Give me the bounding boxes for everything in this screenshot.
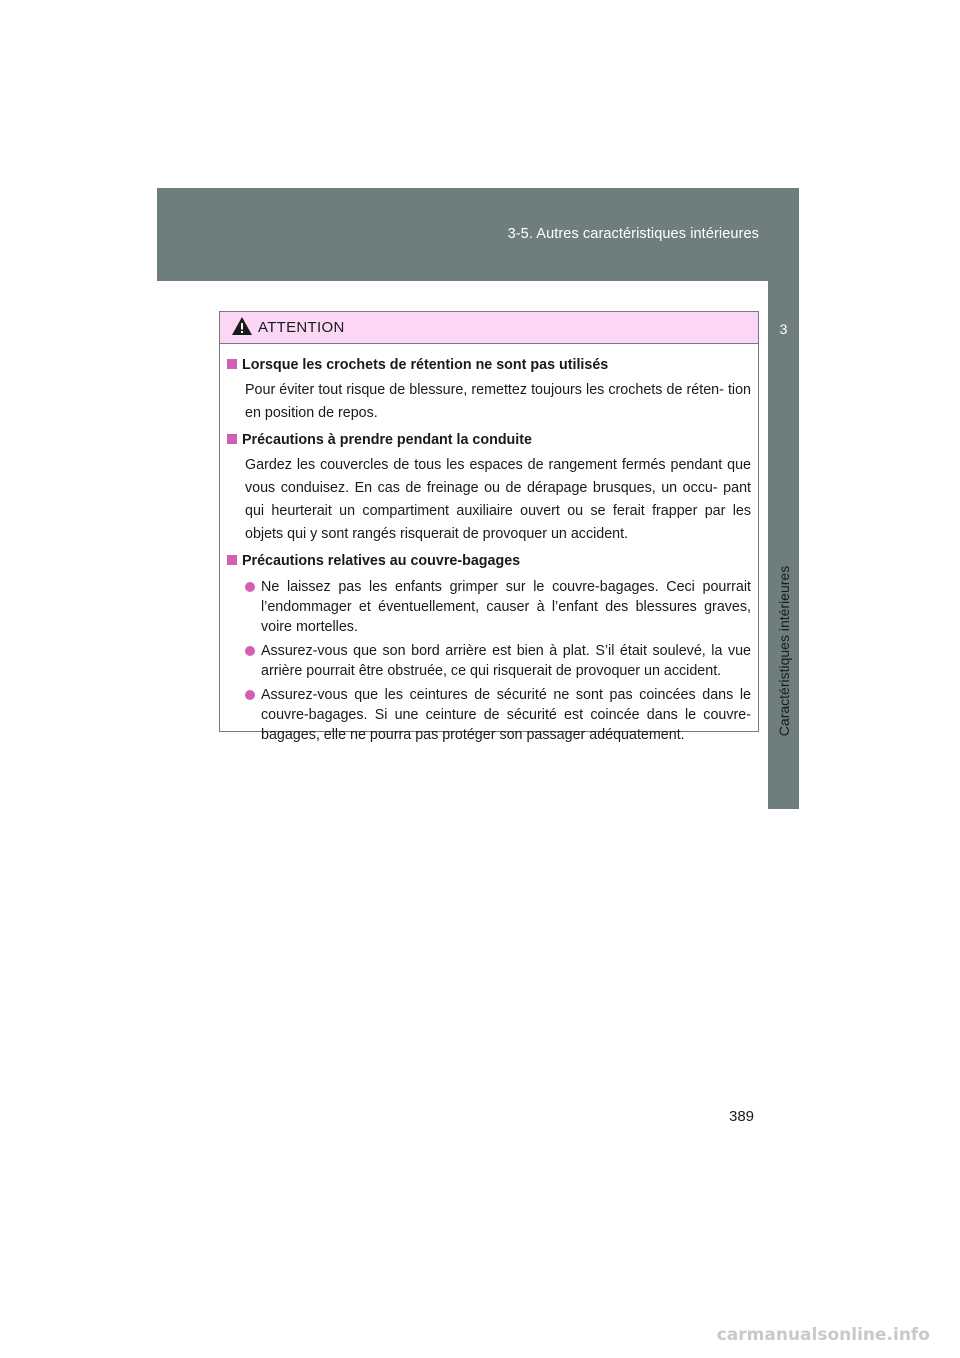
section-heading-text: Lorsque les crochets de rétention ne sont pas utilisés bbox=[242, 357, 609, 373]
chapter-side-tab bbox=[768, 281, 799, 809]
warning-title: ATTENTION bbox=[258, 319, 345, 336]
list-item-text: Assurez-vous que les ceintures de sécurité ne sont pas coincées dans le couvre-bagages. Si une ceinture de sécurité est coincée dans le couvre- bagages, elle ne pourra pas protéger son passager adéquatement. bbox=[261, 687, 751, 743]
list-item bbox=[227, 641, 751, 681]
section-paragraph: Pour éviter tout risque de blessure, remettez toujours les crochets de réten- tion en position de repos. bbox=[245, 382, 751, 421]
list-item-text: Ne laissez pas les enfants grimper sur le couvre-bagages. Ceci pourrait l’endommager et éventuellement, causer à l’enfant des blessures graves, voire mortelles. bbox=[261, 579, 751, 635]
warning-header bbox=[220, 312, 758, 344]
section-heading bbox=[227, 550, 751, 573]
section-paragraph: Gardez les couvercles de tous les espaces de rangement fermés pendant que vous conduisez. En cas de freinage ou de dérapage brusques, un occu- pant qui heurterait un compartiment auxiliaire ouvert ou se ferait frapper par les objets qui y sont rangés risquerait de provoquer un accident. bbox=[245, 457, 751, 542]
section-heading-text: Précautions relatives au couvre-bagages bbox=[242, 553, 521, 569]
page-number: 389 bbox=[729, 1108, 755, 1125]
round-bullet-icon bbox=[245, 582, 255, 592]
header-band bbox=[157, 188, 799, 281]
list-item bbox=[227, 685, 751, 745]
square-bullet-icon bbox=[227, 434, 237, 444]
warning-box bbox=[219, 311, 759, 743]
list-item bbox=[227, 577, 751, 637]
square-bullet-icon bbox=[227, 555, 237, 565]
round-bullet-icon bbox=[245, 646, 255, 656]
section-title: 3-5. Autres caractéristiques intérieures bbox=[507, 226, 759, 242]
round-bullet-icon bbox=[245, 690, 255, 700]
warning-triangle-icon bbox=[231, 316, 253, 336]
watermark: carmanualsonline.info bbox=[716, 1325, 930, 1345]
square-bullet-icon bbox=[227, 359, 237, 369]
chapter-number: 3 bbox=[779, 321, 788, 337]
chapter-label: Caractéristiques intérieures bbox=[775, 565, 792, 737]
list-item-text: Assurez-vous que son bord arrière est bien à plat. S’il était soulevé, la vue arrière pourrait être obstruée, ce qui risquerait de provoquer un accident. bbox=[261, 643, 751, 679]
section-heading bbox=[227, 354, 751, 377]
warning-body bbox=[220, 344, 758, 745]
section-heading-text: Précautions à prendre pendant la conduite bbox=[242, 432, 532, 448]
section-heading bbox=[227, 429, 751, 452]
